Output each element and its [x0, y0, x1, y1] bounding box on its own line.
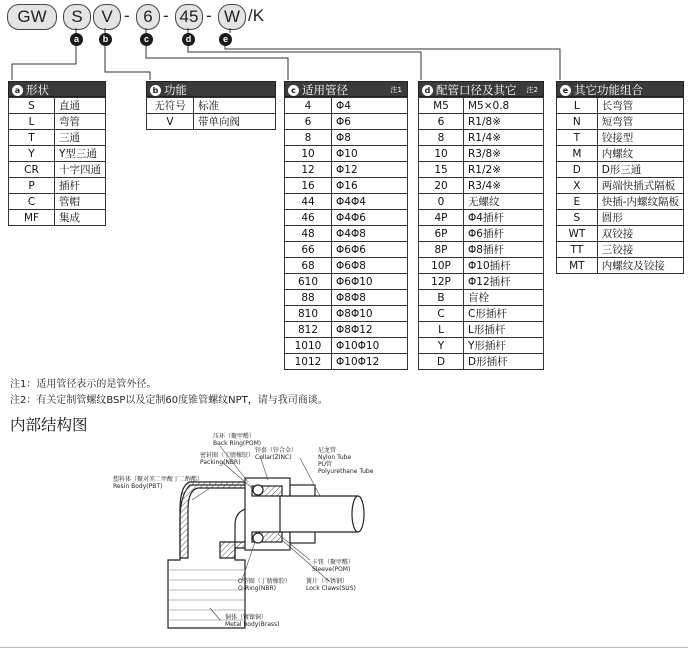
table-row: [285, 242, 408, 258]
table-row: [285, 98, 408, 114]
code-cell: 810: [285, 306, 332, 322]
table-shape: [8, 97, 106, 226]
code-cell: MT: [557, 258, 598, 274]
table-shape-title: 形状: [26, 83, 49, 97]
description-cell: D形插杆: [464, 354, 544, 370]
description-cell: 长弯管: [597, 98, 683, 114]
code-cell: M5: [419, 98, 464, 114]
description-cell: Φ6插杆: [464, 226, 544, 242]
note-1: 注1：适用管径表示的是管外径。: [10, 379, 157, 390]
callout-back-ring: 压环（聚甲醛） Back Ring(POM): [213, 433, 262, 447]
table-row: [285, 306, 408, 322]
code-cell: V: [147, 114, 194, 130]
code-cell: L: [9, 114, 55, 130]
marker-b: b: [99, 33, 112, 46]
code-cell: L: [557, 98, 598, 114]
description-cell: R1/2※: [464, 162, 544, 178]
description-cell: M5×0.8: [464, 98, 544, 114]
table-row: [9, 114, 106, 130]
description-cell: Φ8Φ10: [332, 306, 408, 322]
code-cell: S: [557, 210, 598, 226]
description-cell: Φ12: [332, 162, 408, 178]
description-cell: Φ8: [332, 130, 408, 146]
callout-packing: 密封圈（丁腈橡胶） Packing(NBR): [200, 452, 255, 466]
description-cell: Y型三通: [55, 146, 106, 162]
code-cell: 1010: [285, 338, 332, 354]
code-cell: 16: [285, 178, 332, 194]
description-cell: 三通: [55, 130, 106, 146]
description-cell: Φ10Φ10: [332, 338, 408, 354]
code-cell: P: [9, 178, 55, 194]
table-row: [9, 130, 106, 146]
code-cell: Y: [9, 146, 55, 162]
description-cell: 无螺纹: [464, 194, 544, 210]
table-row: [285, 354, 408, 370]
description-cell: Φ4Φ8: [332, 226, 408, 242]
table-port: [418, 97, 544, 370]
table-row: [9, 146, 106, 162]
callout-resin-body: 塑料体（聚对苯二甲酸丁二醇酯） Resin Body(PBT): [113, 476, 204, 490]
code-suffix: /K: [248, 6, 265, 25]
marker-c: c: [140, 33, 153, 46]
description-cell: Φ10Φ12: [332, 354, 408, 370]
marker-e: e: [219, 33, 232, 46]
code-cell: E: [557, 194, 598, 210]
code-cell: 10: [285, 146, 332, 162]
table-row: [557, 258, 684, 274]
table-row: [9, 210, 106, 226]
code-cell: 812: [285, 322, 332, 338]
table-row: [9, 178, 106, 194]
code-cell: 4P: [419, 210, 464, 226]
code-cell: N: [557, 114, 598, 130]
description-cell: 内螺纹: [597, 146, 683, 162]
code-cell: 8: [419, 130, 464, 146]
code-part-other: W: [218, 4, 246, 30]
description-cell: 铰接型: [597, 130, 683, 146]
code-cell: 66: [285, 242, 332, 258]
table-row: [557, 226, 684, 242]
callout-nylon-tube: 尼龙管 Nylon Tube PU管 Polyurethane Tube: [318, 447, 374, 475]
table-port-header: [418, 81, 544, 97]
table-row: [557, 162, 684, 178]
description-cell: R1/8※: [464, 114, 544, 130]
code-cell: L: [419, 322, 464, 338]
description-cell: 双铰接: [597, 226, 683, 242]
table-row: [419, 226, 544, 242]
description-cell: Φ4: [332, 98, 408, 114]
table-row: [419, 258, 544, 274]
description-cell: 盲栓: [464, 290, 544, 306]
code-cell: 8P: [419, 242, 464, 258]
description-cell: 弯管: [55, 114, 106, 130]
code-cell: 46: [285, 210, 332, 226]
code-cell: C: [9, 194, 55, 210]
table-function-title: 功能: [164, 83, 187, 97]
description-cell: Φ4Φ6: [332, 210, 408, 226]
section-title: 内部结构图: [10, 416, 88, 434]
code-separator: -: [206, 6, 212, 25]
description-cell: 圆形: [597, 210, 683, 226]
table-row: [285, 114, 408, 130]
table-row: [419, 322, 544, 338]
table-row: [419, 162, 544, 178]
code-cell: T: [557, 130, 598, 146]
code-cell: WT: [557, 226, 598, 242]
description-cell: R1/4※: [464, 130, 544, 146]
code-part-v: V: [93, 4, 121, 30]
table-shape-header: [8, 81, 106, 97]
table-other-title: 其它功能组合: [574, 83, 643, 97]
code-cell: MF: [9, 210, 55, 226]
table-row: [285, 290, 408, 306]
description-cell: Φ6Φ10: [332, 274, 408, 290]
table-row: [557, 242, 684, 258]
table-row: [419, 194, 544, 210]
description-cell: Φ8Φ8: [332, 290, 408, 306]
table-tube-note: 注1: [390, 86, 402, 94]
table-row: [419, 242, 544, 258]
code-cell: TT: [557, 242, 598, 258]
code-cell: 10P: [419, 258, 464, 274]
callout-metal-body: 铜体（镀镍铜） Metal body(Brass): [225, 614, 280, 628]
table-port-note: 注2: [526, 86, 538, 94]
table-row: [285, 162, 408, 178]
tube-shape: [280, 496, 364, 532]
table-row: [285, 146, 408, 162]
marker-a: a: [70, 33, 83, 46]
code-cell: 15: [419, 162, 464, 178]
table-row: [419, 290, 544, 306]
table-row: [285, 178, 408, 194]
table-row: [285, 194, 408, 210]
description-cell: Φ6Φ6: [332, 242, 408, 258]
code-cell: 10: [419, 146, 464, 162]
table-row: [285, 258, 408, 274]
description-cell: Φ10: [332, 146, 408, 162]
code-cell: CR: [9, 162, 55, 178]
table-row: [419, 210, 544, 226]
code-separator: -: [163, 6, 169, 25]
description-cell: R3/4※: [464, 178, 544, 194]
code-cell: 6P: [419, 226, 464, 242]
code-cell: 88: [285, 290, 332, 306]
code-part-gw: GW: [7, 4, 57, 30]
code-cell: 12: [285, 162, 332, 178]
table-row: [419, 146, 544, 162]
table-function: [146, 97, 276, 130]
description-cell: 短弯管: [597, 114, 683, 130]
code-cell: D: [419, 354, 464, 370]
code-separator: -: [124, 6, 130, 25]
marker-d: d: [182, 33, 195, 46]
table-row: [557, 210, 684, 226]
table-row: [419, 130, 544, 146]
table-row: [557, 146, 684, 162]
description-cell: Φ4Φ4: [332, 194, 408, 210]
description-cell: 带单向阀: [194, 114, 276, 130]
description-cell: 集成: [55, 210, 106, 226]
table-row: [557, 194, 684, 210]
table-row: [557, 178, 684, 194]
description-cell: Φ10插杆: [464, 258, 544, 274]
description-cell: Φ8Φ12: [332, 322, 408, 338]
table-row: [557, 114, 684, 130]
code-part-size: 6: [136, 4, 160, 30]
description-cell: D形三通: [597, 162, 683, 178]
description-cell: 两端快插式隔板: [597, 178, 683, 194]
table-tube-title: 适用管径: [302, 83, 348, 97]
code-cell: 8: [285, 130, 332, 146]
table-row: [419, 98, 544, 114]
table-row: [419, 274, 544, 290]
marker-a-icon: a: [12, 85, 23, 96]
table-row: [419, 338, 544, 354]
description-cell: Φ8插杆: [464, 242, 544, 258]
description-cell: C形插杆: [464, 306, 544, 322]
code-cell: 610: [285, 274, 332, 290]
code-cell: T: [9, 130, 55, 146]
marker-e-icon: e: [560, 85, 571, 96]
code-cell: 48: [285, 226, 332, 242]
marker-c-icon: c: [288, 85, 299, 96]
callout-lock-claws: 簧片（不锈钢） Lock Claws(SUS): [306, 578, 356, 592]
marker-b-icon: b: [150, 85, 161, 96]
code-cell: B: [419, 290, 464, 306]
table-row: [9, 98, 106, 114]
table-row: [557, 130, 684, 146]
table-row: [285, 322, 408, 338]
description-cell: 内螺纹及铰接: [597, 258, 683, 274]
description-cell: 直通: [55, 98, 106, 114]
note-2: 注2：有关定制管螺纹BSP以及定制60度锥管螺纹NPT，请与我司商谈。: [10, 395, 328, 406]
code-cell: S: [9, 98, 55, 114]
table-row: [9, 162, 106, 178]
callout-collar: 锌套（锌合金） Collar(ZINC): [255, 447, 298, 461]
description-cell: Φ4插杆: [464, 210, 544, 226]
description-cell: Φ12插杆: [464, 274, 544, 290]
table-function-header: [146, 81, 276, 97]
callout-o-ring: O型圈（丁腈橡胶） O-Ring(NBR): [238, 578, 291, 592]
table-row: [285, 274, 408, 290]
code-cell: 4: [285, 98, 332, 114]
table-row: [419, 354, 544, 370]
description-cell: 十字四通: [55, 162, 106, 178]
table-row: [557, 98, 684, 114]
callout-sleeve: 卡钮（聚甲醛） Sleeve(POM): [312, 559, 355, 573]
code-cell: 44: [285, 194, 332, 210]
description-cell: Φ16: [332, 178, 408, 194]
code-cell: 68: [285, 258, 332, 274]
description-cell: 快插-内螺纹隔板: [597, 194, 683, 210]
bottom-divider: [0, 647, 688, 648]
description-cell: Φ6Φ8: [332, 258, 408, 274]
code-cell: 6: [419, 114, 464, 130]
code-part-port: 45: [175, 4, 203, 30]
description-cell: 三铰接: [597, 242, 683, 258]
description-cell: 标准: [194, 98, 276, 114]
code-part-s: S: [63, 4, 91, 30]
table-row: [147, 98, 276, 114]
table-row: [419, 178, 544, 194]
table-tube: [284, 97, 408, 370]
description-cell: Y形插杆: [464, 338, 544, 354]
description-cell: R3/8※: [464, 146, 544, 162]
description-cell: L形插杆: [464, 322, 544, 338]
code-cell: 1012: [285, 354, 332, 370]
table-row: [9, 194, 106, 210]
code-cell: Y: [419, 338, 464, 354]
table-row: [285, 338, 408, 354]
connector-lines: [0, 0, 688, 90]
code-cell: 12P: [419, 274, 464, 290]
code-cell: 无符号: [147, 98, 194, 114]
marker-d-icon: d: [422, 85, 433, 96]
table-row: [419, 306, 544, 322]
code-cell: X: [557, 178, 598, 194]
table-port-title: 配管口径及其它: [436, 83, 517, 97]
code-cell: 0: [419, 194, 464, 210]
table-other: [556, 97, 684, 274]
description-cell: 管帽: [55, 194, 106, 210]
code-cell: M: [557, 146, 598, 162]
code-cell: 20: [419, 178, 464, 194]
code-cell: C: [419, 306, 464, 322]
table-tube-header: [284, 81, 408, 97]
table-row: [285, 226, 408, 242]
description-cell: Φ6: [332, 114, 408, 130]
table-row: [285, 130, 408, 146]
code-cell: 6: [285, 114, 332, 130]
table-row: [147, 114, 276, 130]
table-row: [419, 114, 544, 130]
table-other-header: [556, 81, 684, 97]
table-row: [285, 210, 408, 226]
code-cell: D: [557, 162, 598, 178]
description-cell: 插杆: [55, 178, 106, 194]
